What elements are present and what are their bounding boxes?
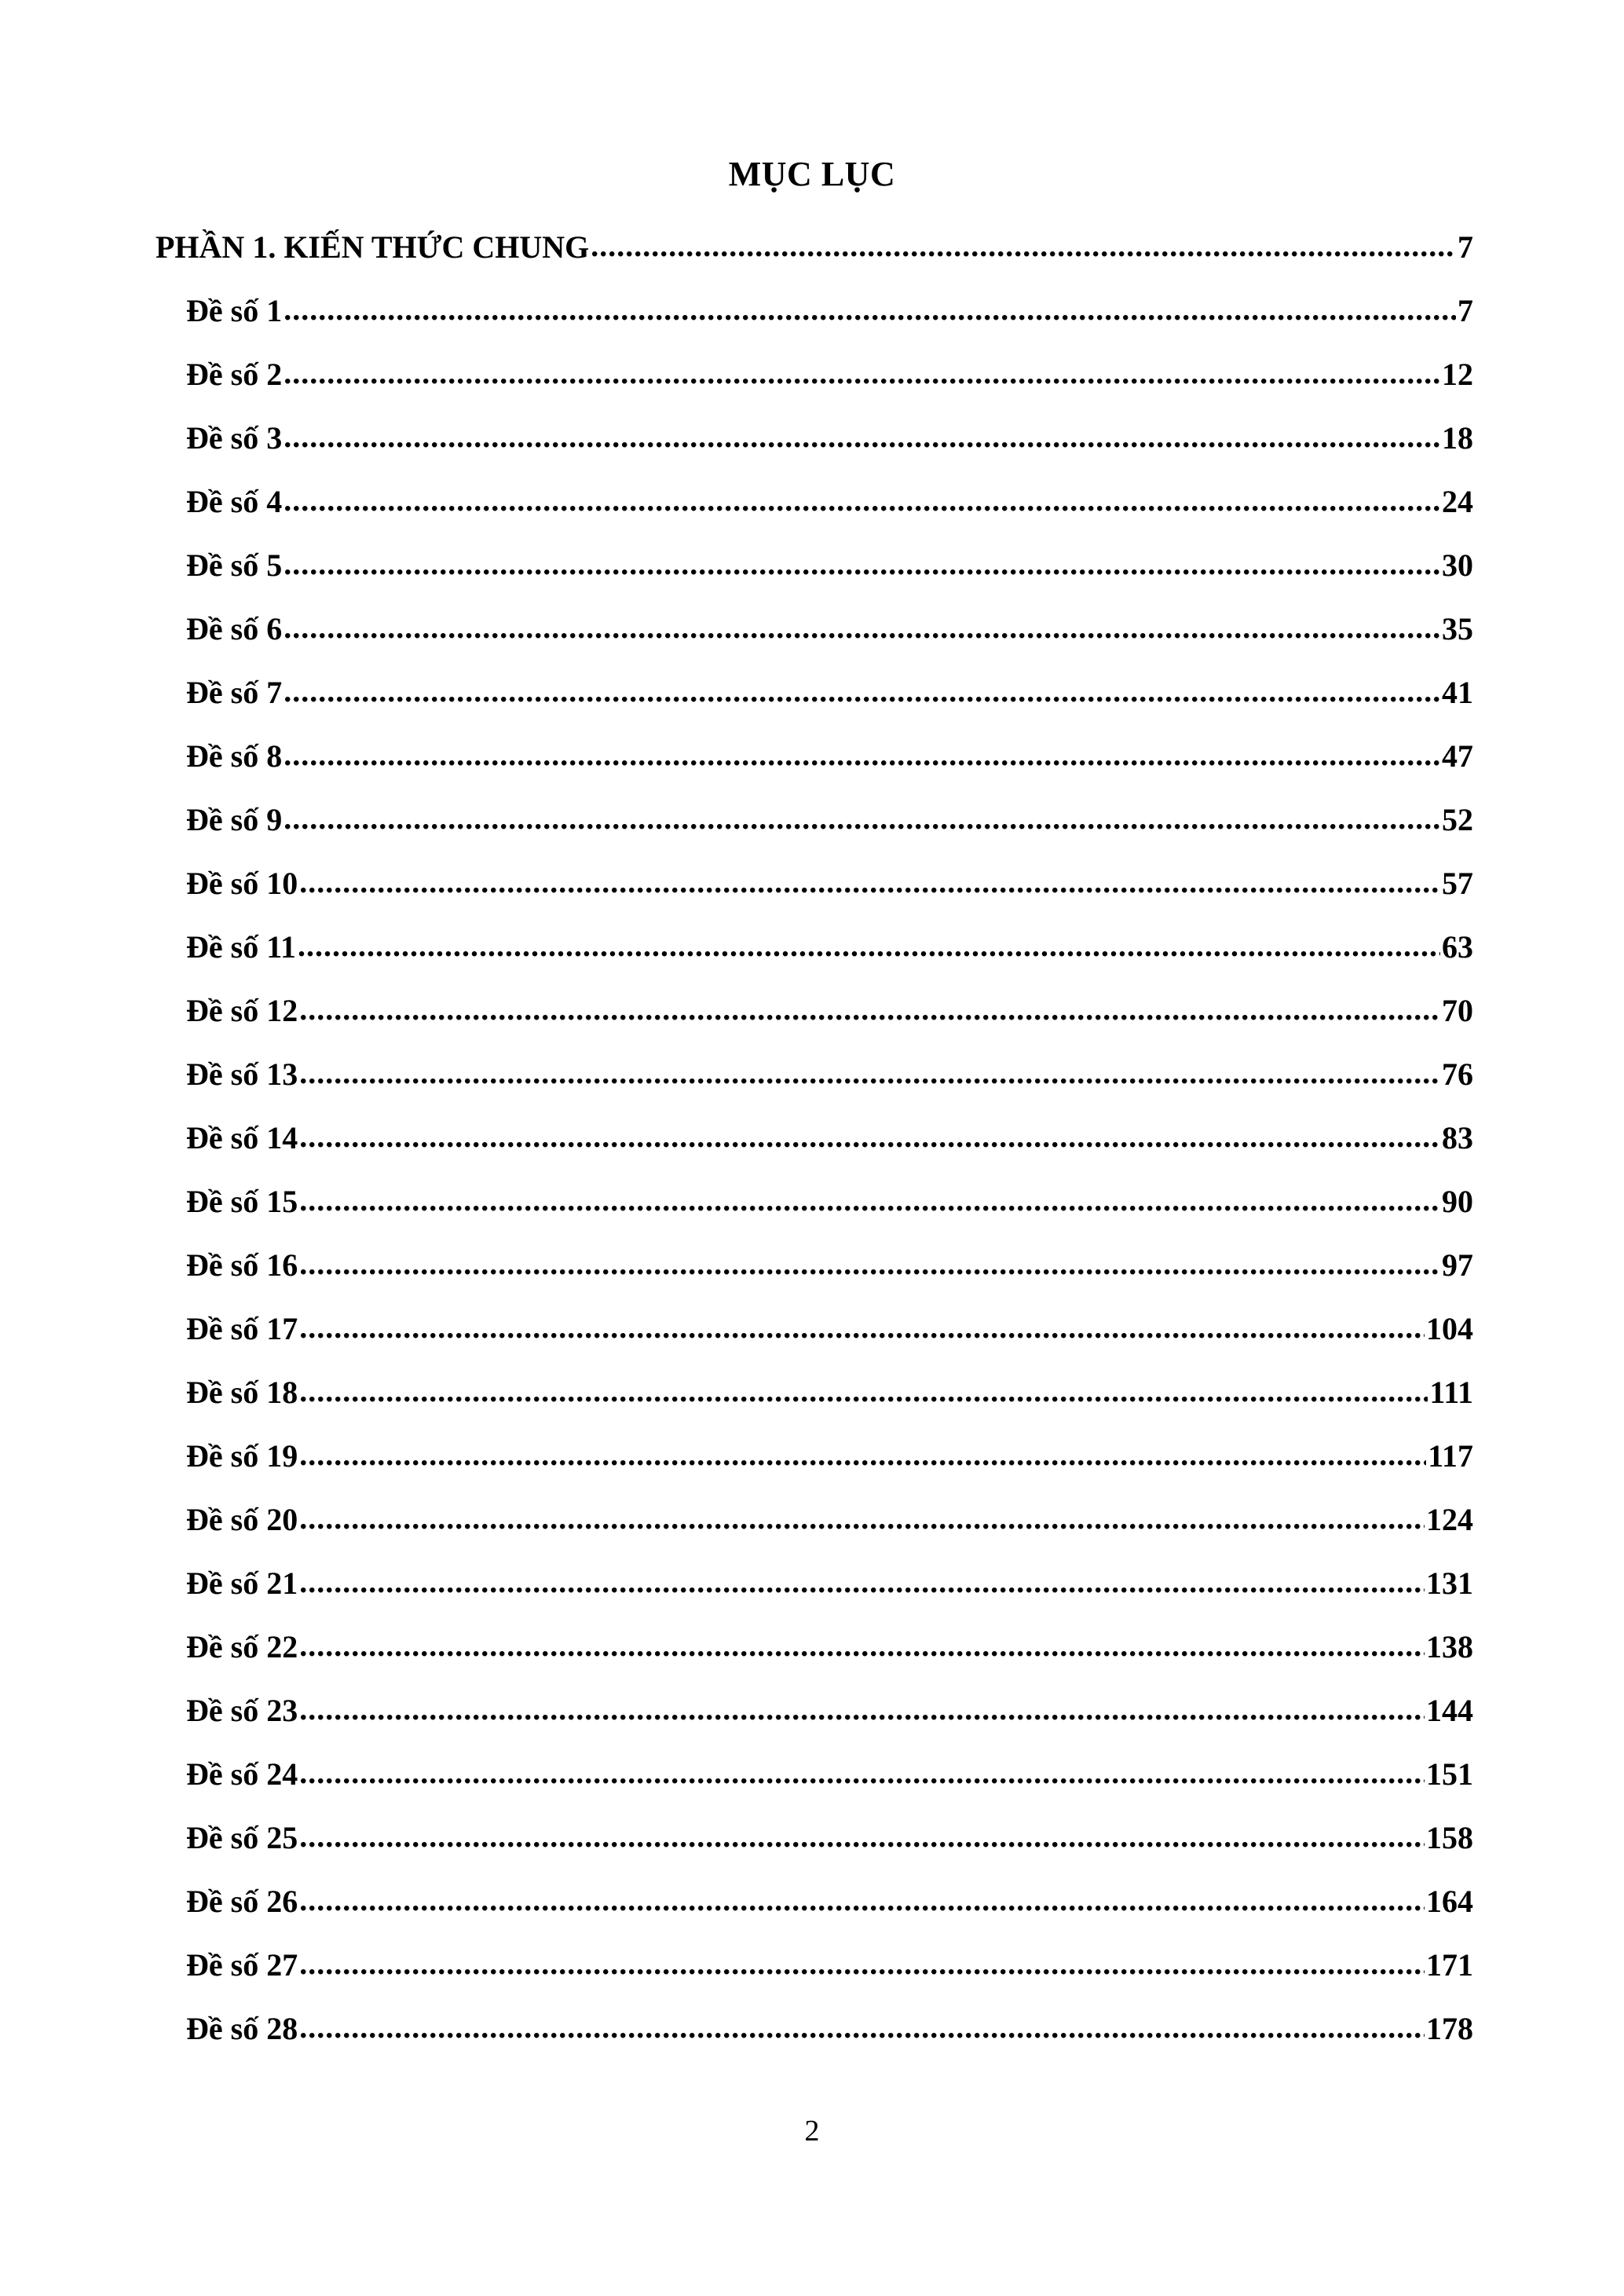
toc-entry-label: Đề số 5 [186,547,283,583]
toc-entry-label: Đề số 28 [186,2011,298,2046]
toc-entry-page: 70 [1442,993,1473,1028]
toc-entry-page: 104 [1426,1311,1473,1346]
toc-entry-row[interactable] [0,406,1473,470]
toc-entry-row[interactable] [0,533,1473,597]
toc-entry-label: Đề số 22 [186,1629,298,1664]
toc-entry-label: Đề số 8 [186,738,283,774]
toc-dot-leader [299,1695,1425,1727]
toc-dot-leader [299,1377,1428,1408]
toc-entry-label: Đề số 6 [186,611,283,646]
toc-entry-page: 24 [1442,484,1473,519]
toc-entry-page: 164 [1426,1884,1473,1919]
toc-entry-row[interactable] [0,1679,1473,1742]
toc-entry-page: 138 [1426,1629,1473,1664]
toc-entry-label: Đề số 27 [186,1947,298,1983]
toc-entry-label: Đề số 20 [186,1502,298,1537]
toc-entry-label: Đề số 23 [186,1693,298,1728]
toc-entry-page: 52 [1442,802,1473,837]
toc-section-page: 7 [1458,229,1473,265]
toc-dot-leader [299,1568,1425,1599]
toc-entry-page: 171 [1426,1947,1473,1983]
toc-entry-page: 90 [1442,1184,1473,1219]
toc-entry-row[interactable] [0,1869,1473,1933]
toc-entry-label: Đề số 19 [186,1438,298,1474]
toc-title: MỤC LỤC [728,155,896,193]
toc-entry-label: Đề số 15 [186,1184,298,1219]
toc-dot-leader [299,1250,1440,1281]
toc-dot-leader [283,804,1440,836]
toc-dot-leader [299,1950,1425,1981]
toc-dot-leader [283,613,1440,645]
toc-entry-page: 97 [1442,1247,1473,1283]
toc-entry-label: Đề số 7 [186,675,283,710]
toc-entry-row[interactable] [0,1424,1473,1488]
toc-entry-label: Đề số 26 [186,1884,298,1919]
toc-entry-page: 63 [1442,929,1473,965]
toc-entry-row[interactable] [0,342,1473,406]
toc-entry-label: Đề số 13 [186,1056,298,1092]
toc-entry-page: 12 [1442,357,1473,392]
toc-entry-page: 18 [1442,420,1473,456]
toc-entry-page: 7 [1458,293,1473,328]
toc-dot-leader [283,677,1440,709]
toc-entry-row[interactable] [0,1742,1473,1806]
toc-section-row[interactable] [0,215,1473,279]
toc-entry-row[interactable] [0,1042,1473,1106]
toc-entry-label: Đề số 2 [186,357,283,392]
toc-entry-row[interactable] [0,1806,1473,1869]
toc-list [0,215,1624,2060]
toc-entry-row[interactable] [0,1233,1473,1297]
toc-dot-leader [299,1441,1426,1472]
toc-entry-row[interactable] [0,915,1473,979]
toc-entry-label: Đề số 4 [186,484,283,519]
toc-dot-leader [283,550,1440,581]
toc-dot-leader [299,868,1440,899]
toc-entry-label: Đề số 24 [186,1756,298,1792]
toc-dot-leader [283,741,1440,772]
toc-entry-label: Đề số 9 [186,802,283,837]
toc-dot-leader [283,295,1456,327]
toc-entry-page: 144 [1426,1693,1473,1728]
toc-dot-leader [299,995,1440,1027]
toc-entry-row[interactable] [0,979,1473,1042]
toc-entry-label: Đề số 18 [186,1375,298,1410]
toc-entry-row[interactable] [0,1488,1473,1551]
toc-entry-label: Đề số 3 [186,420,283,456]
toc-dot-leader [299,1313,1425,1345]
toc-dot-leader [299,1122,1440,1154]
toc-entry-label: Đề số 21 [186,1565,298,1601]
toc-entry-page: 158 [1426,1820,1473,1855]
toc-entry-label: Đề số 11 [186,929,296,965]
toc-entry-label: Đề số 17 [186,1311,298,1346]
toc-entry-row[interactable] [0,851,1473,915]
toc-dot-leader [299,1759,1425,1790]
toc-entry-label: Đề số 16 [186,1247,298,1283]
toc-entry-label: Đề số 12 [186,993,298,1028]
toc-entry-page: 117 [1428,1438,1473,1474]
toc-section-label: PHẦN 1. KIẾN THỨC CHUNG [155,229,590,265]
toc-entry-page: 124 [1426,1502,1473,1537]
toc-entry-label: Đề số 1 [186,293,283,328]
toc-dot-leader [299,1186,1440,1218]
toc-entry-row[interactable] [0,1297,1473,1360]
toc-entry-page: 47 [1442,738,1473,774]
toc-entry-page: 35 [1442,611,1473,646]
toc-dot-leader [299,2013,1425,2045]
toc-entry-label: Đề số 25 [186,1820,298,1855]
toc-entry-row[interactable] [0,1615,1473,1679]
toc-dot-leader [298,932,1440,963]
toc-dot-leader [283,423,1440,454]
toc-entry-row[interactable] [0,1360,1473,1424]
toc-dot-leader [299,1059,1440,1090]
toc-dot-leader [283,486,1440,518]
toc-entry-row[interactable] [0,788,1473,851]
toc-entry-page: 131 [1426,1565,1473,1601]
toc-entry-page: 151 [1426,1756,1473,1792]
toc-entry-page: 30 [1442,547,1473,583]
toc-dot-leader [299,1504,1425,1536]
toc-entry-label: Đề số 10 [186,866,298,901]
toc-entry-page: 41 [1442,675,1473,710]
toc-entry-row[interactable] [0,470,1473,533]
toc-entry-page: 83 [1442,1120,1473,1155]
toc-entry-row[interactable] [0,1551,1473,1615]
toc-entry-page: 57 [1442,866,1473,901]
toc-dot-leader [299,1822,1425,1854]
page-number: 2 [804,2115,820,2148]
toc-entry-page: 111 [1429,1375,1473,1410]
toc-entry-row[interactable] [0,1997,1473,2060]
toc-entry-row[interactable] [0,661,1473,724]
toc-dot-leader [591,232,1456,263]
toc-entry-row[interactable] [0,279,1473,342]
toc-entry-row[interactable] [0,1170,1473,1233]
toc-entry-page: 178 [1426,2011,1473,2046]
toc-dot-leader [299,1886,1425,1917]
toc-entry-label: Đề số 14 [186,1120,298,1155]
toc-entry-row[interactable] [0,1933,1473,1997]
toc-entry-row[interactable] [0,724,1473,788]
toc-entry-row[interactable] [0,597,1473,661]
toc-entry-row[interactable] [0,1106,1473,1170]
toc-dot-leader [299,1631,1425,1663]
toc-dot-leader [283,359,1440,390]
toc-entry-page: 76 [1442,1056,1473,1092]
